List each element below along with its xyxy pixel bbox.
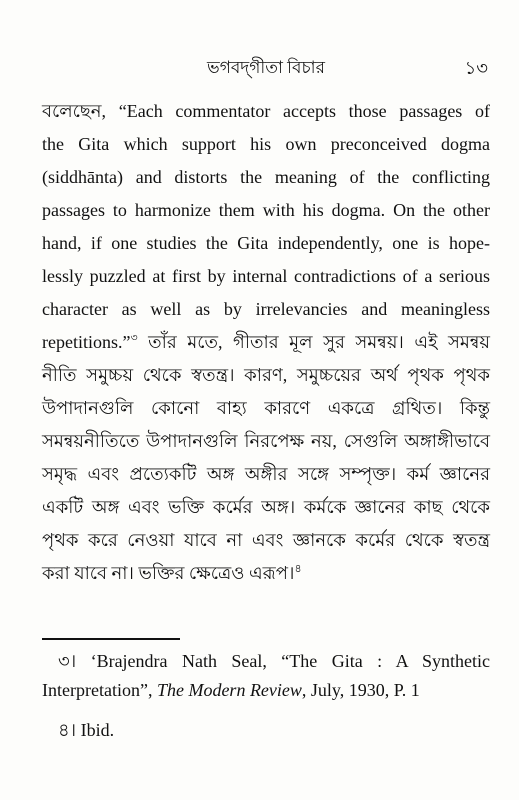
footnote-3-text-pre: Interpretation”, (42, 680, 157, 700)
body-line-9: নীতি সমুচ্চয় থেকে স্বতন্ত্র। কারণ, সমুচ্চয়ের অর্থ পৃথক পৃথক (42, 365, 490, 385)
body-line-8-end: তাঁর মতে, গীতার মূল সুর সমন্বয়। এই সমন্বয় (137, 332, 490, 352)
body-line-6: lessly puzzled at first by internal contradictions of a serious (42, 266, 490, 286)
body-line-5: hand, if one studies the Gita independently, one is hope- (42, 233, 490, 253)
body-line-13: একটি অঙ্গ এবং ভক্তি কর্মের অঙ্গ। কর্মকে জ্ঞানের কাছ থেকে (42, 497, 490, 517)
footnote-3-line-2 (42, 677, 490, 703)
body-line-11: সমন্বয়নীতিতে উপাদানগুলি নিরপেক্ষ নয়, সেগুলি অঙ্গাঙ্গীভাবে (42, 431, 490, 451)
body-line-7: character as well as by irrelevancies and meaningless (42, 299, 490, 319)
body-line-15 (42, 560, 490, 586)
page-number: ১৩ (464, 58, 488, 78)
footnote-3-journal: The Modern Review (156, 680, 302, 700)
body-line-1: বলেছেন, “Each commentator accepts those passages of (42, 101, 490, 121)
body-line-8 (42, 329, 490, 355)
footnote-3-text: ‘Brajendra Nath Seal, “The Gita : A Synthetic (76, 651, 490, 671)
body-line-3: (siddhānta) and distorts the meaning of the conflicting (42, 167, 490, 187)
footnote-ref-3: ৩ (130, 332, 138, 344)
page-header (42, 55, 490, 81)
footnote-4-text: Ibid. (76, 720, 115, 740)
footnote-3-marker: ৩। (58, 651, 77, 671)
body-line-12: সমৃদ্ধ এবং প্রত্যেকটি অঙ্গ অঙ্গীর সঙ্গে সম্পৃক্ত। কর্ম জ্ঞানের (42, 464, 490, 484)
footnote-rule (42, 638, 180, 640)
body-line-2: the Gita which support his own preconceived dogma (42, 134, 490, 154)
footnote-4 (58, 717, 490, 743)
footnote-4-marker: ৪। (58, 720, 77, 740)
body-line-8-start: repetitions.” (42, 332, 131, 352)
footnote-ref-4: ৪ (294, 563, 302, 575)
body-line-15-text: করা যাবে না। ভক্তির ক্ষেত্রেও এরূপ। (42, 563, 295, 583)
footnote-3-line-1 (58, 648, 490, 674)
footnote-3-text-post: , July, 1930, P. 1 (301, 680, 420, 700)
body-line-4: passages to harmonize them with his dogma. On the other (42, 200, 490, 220)
body-line-10: উপাদানগুলি কোনো বাহ্য কারণে একত্রে গ্রথিত। কিন্তু (42, 398, 490, 418)
body-line-14: পৃথক করে নেওয়া যাবে না এবং জ্ঞানকে কর্মের থেকে স্বতন্ত্র (42, 530, 490, 550)
running-title: ভগবদ্‌গীতা বিচার (207, 58, 325, 77)
